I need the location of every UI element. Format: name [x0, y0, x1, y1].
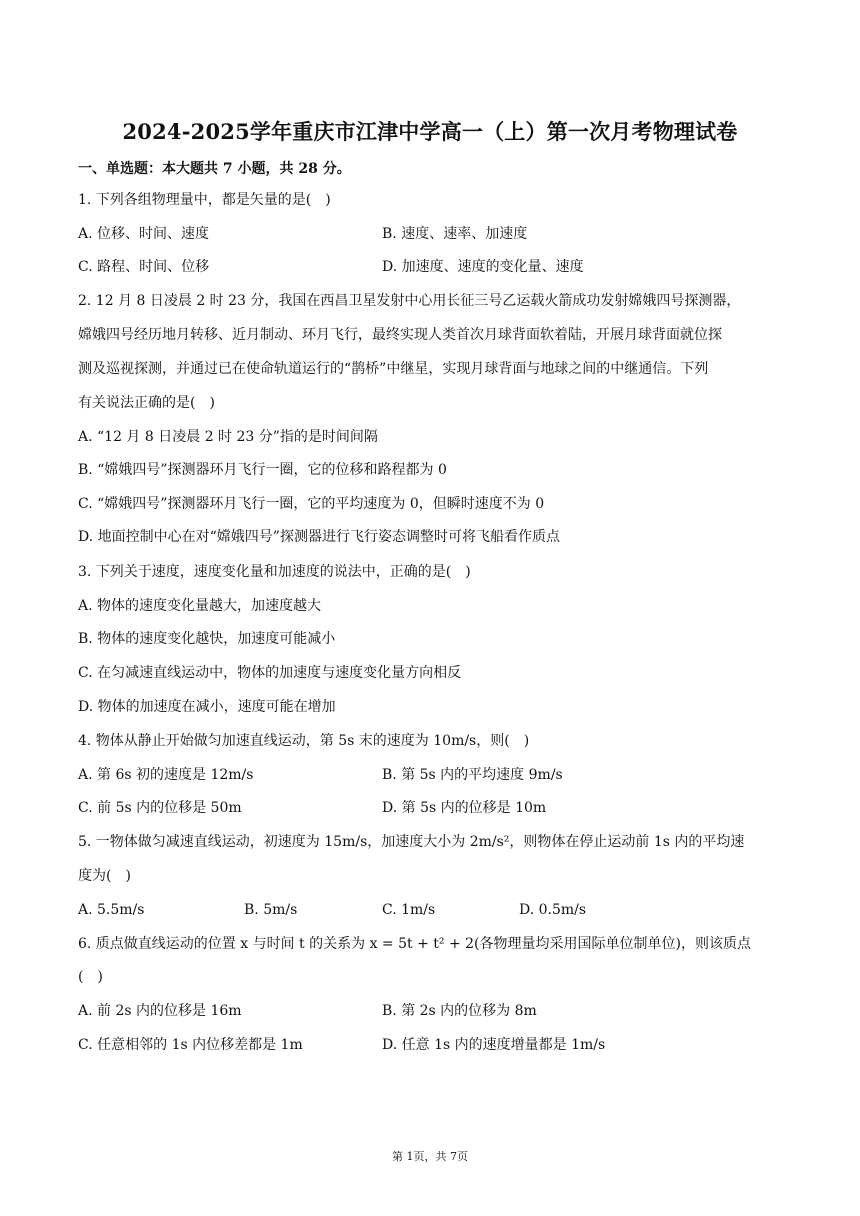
- question-3-option-d: D. 物体的加速度在减小，速度可能在增加: [78, 699, 336, 715]
- question-3-option-a: A. 物体的速度变化量越大，加速度越大: [78, 598, 322, 614]
- question-5-option-c: C. 1m/s: [382, 902, 436, 918]
- question-3-stem: 3. 下列关于速度，速度变化量和加速度的说法中，正确的是( ): [78, 564, 471, 580]
- question-6-option-b: B. 第 2s 内的位移为 8m: [382, 1003, 537, 1019]
- question-6-option-d: D. 任意 1s 内的速度增量都是 1m/s: [382, 1037, 606, 1053]
- question-5-option-a: A. 5.5m/s: [78, 902, 145, 918]
- question-4-option-c: C. 前 5s 内的位移是 50m: [78, 800, 242, 816]
- question-6-stem-line: 6. 质点做直线运动的位置 x 与时间 t 的关系为 x = 5t + t² + 2(各物理量均采用国际单位制单位)，则该质点: [78, 936, 751, 952]
- question-5-stem-line: 度为( ): [78, 868, 131, 884]
- question-2-option-c: C. “嫦娥四号”探测器环月飞行一圈，它的平均速度为 0，但瞬时速度不为 0: [78, 496, 545, 512]
- question-6-option-c: C. 任意相邻的 1s 内位移差都是 1m: [78, 1037, 303, 1053]
- question-6-option-a: A. 前 2s 内的位移是 16m: [78, 1003, 242, 1019]
- question-1-option-c: C. 路程、时间、位移: [78, 259, 210, 275]
- page-title: 2024-2025学年重庆市江津中学高一（上）第一次月考物理试卷: [122, 119, 738, 144]
- question-2-stem-line: 2. 12 月 8 日凌晨 2 时 23 分，我国在西昌卫星发射中心用长征三号乙运载火箭成功发射嫦娥四号探测器，: [78, 293, 741, 309]
- question-3-option-b: B. 物体的速度变化越快，加速度可能减小: [78, 631, 336, 647]
- question-2-stem-line: 嫦娥四号经历地月转移、近月制动、环月飞行，最终实现人类首次月球背面软着陆，开展月球背面就位探: [78, 327, 722, 343]
- question-2-stem-line: 有关说法正确的是( ): [78, 395, 215, 411]
- question-3-option-c: C. 在匀减速直线运动中，物体的加速度与速度变化量方向相反: [78, 665, 462, 681]
- question-1-option-b: B. 速度、速率、加速度: [382, 226, 528, 242]
- question-6-stem-line: ( ): [78, 969, 103, 985]
- question-4-option-b: B. 第 5s 内的平均速度 9m/s: [382, 767, 563, 783]
- question-2-option-d: D. 地面控制中心在对“嫦娥四号”探测器进行飞行姿态调整时可将飞船看作质点: [78, 529, 560, 545]
- question-5-stem-line: 5. 一物体做匀减速直线运动，初速度为 15m/s，加速度大小为 2m/s²，则物体在停止运动前 1s 内的平均速: [78, 834, 745, 850]
- question-4-option-a: A. 第 6s 初的速度是 12m/s: [78, 767, 254, 783]
- question-1-option-a: A. 位移、时间、速度: [78, 226, 210, 242]
- page-number: 第 1页，共 7页: [392, 1150, 468, 1163]
- question-1-stem: 1. 下列各组物理量中，都是矢量的是( ): [78, 192, 331, 208]
- question-5-option-b: B. 5m/s: [244, 902, 298, 918]
- question-4-stem: 4. 物体从静止开始做匀加速直线运动，第 5s 末的速度为 10m/s，则( ): [78, 733, 530, 749]
- question-2-option-b: B. “嫦娥四号”探测器环月飞行一圈，它的位移和路程都为 0: [78, 462, 447, 478]
- question-2-option-a: A. “12 月 8 日凌晨 2 时 23 分”指的是时间间隔: [78, 429, 378, 445]
- question-4-option-d: D. 第 5s 内的位移是 10m: [382, 800, 547, 816]
- question-2-stem-line: 测及巡视探测，并通过已在使命轨道运行的“鹊桥”中继星，实现月球背面与地球之间的中继通信。下列: [78, 361, 709, 377]
- question-1-option-d: D. 加速度、速度的变化量、速度: [382, 259, 584, 275]
- section-heading: 一、单选题：本大题共 7 小题，共 28 分。: [78, 161, 351, 177]
- question-5-option-d: D. 0.5m/s: [519, 902, 587, 918]
